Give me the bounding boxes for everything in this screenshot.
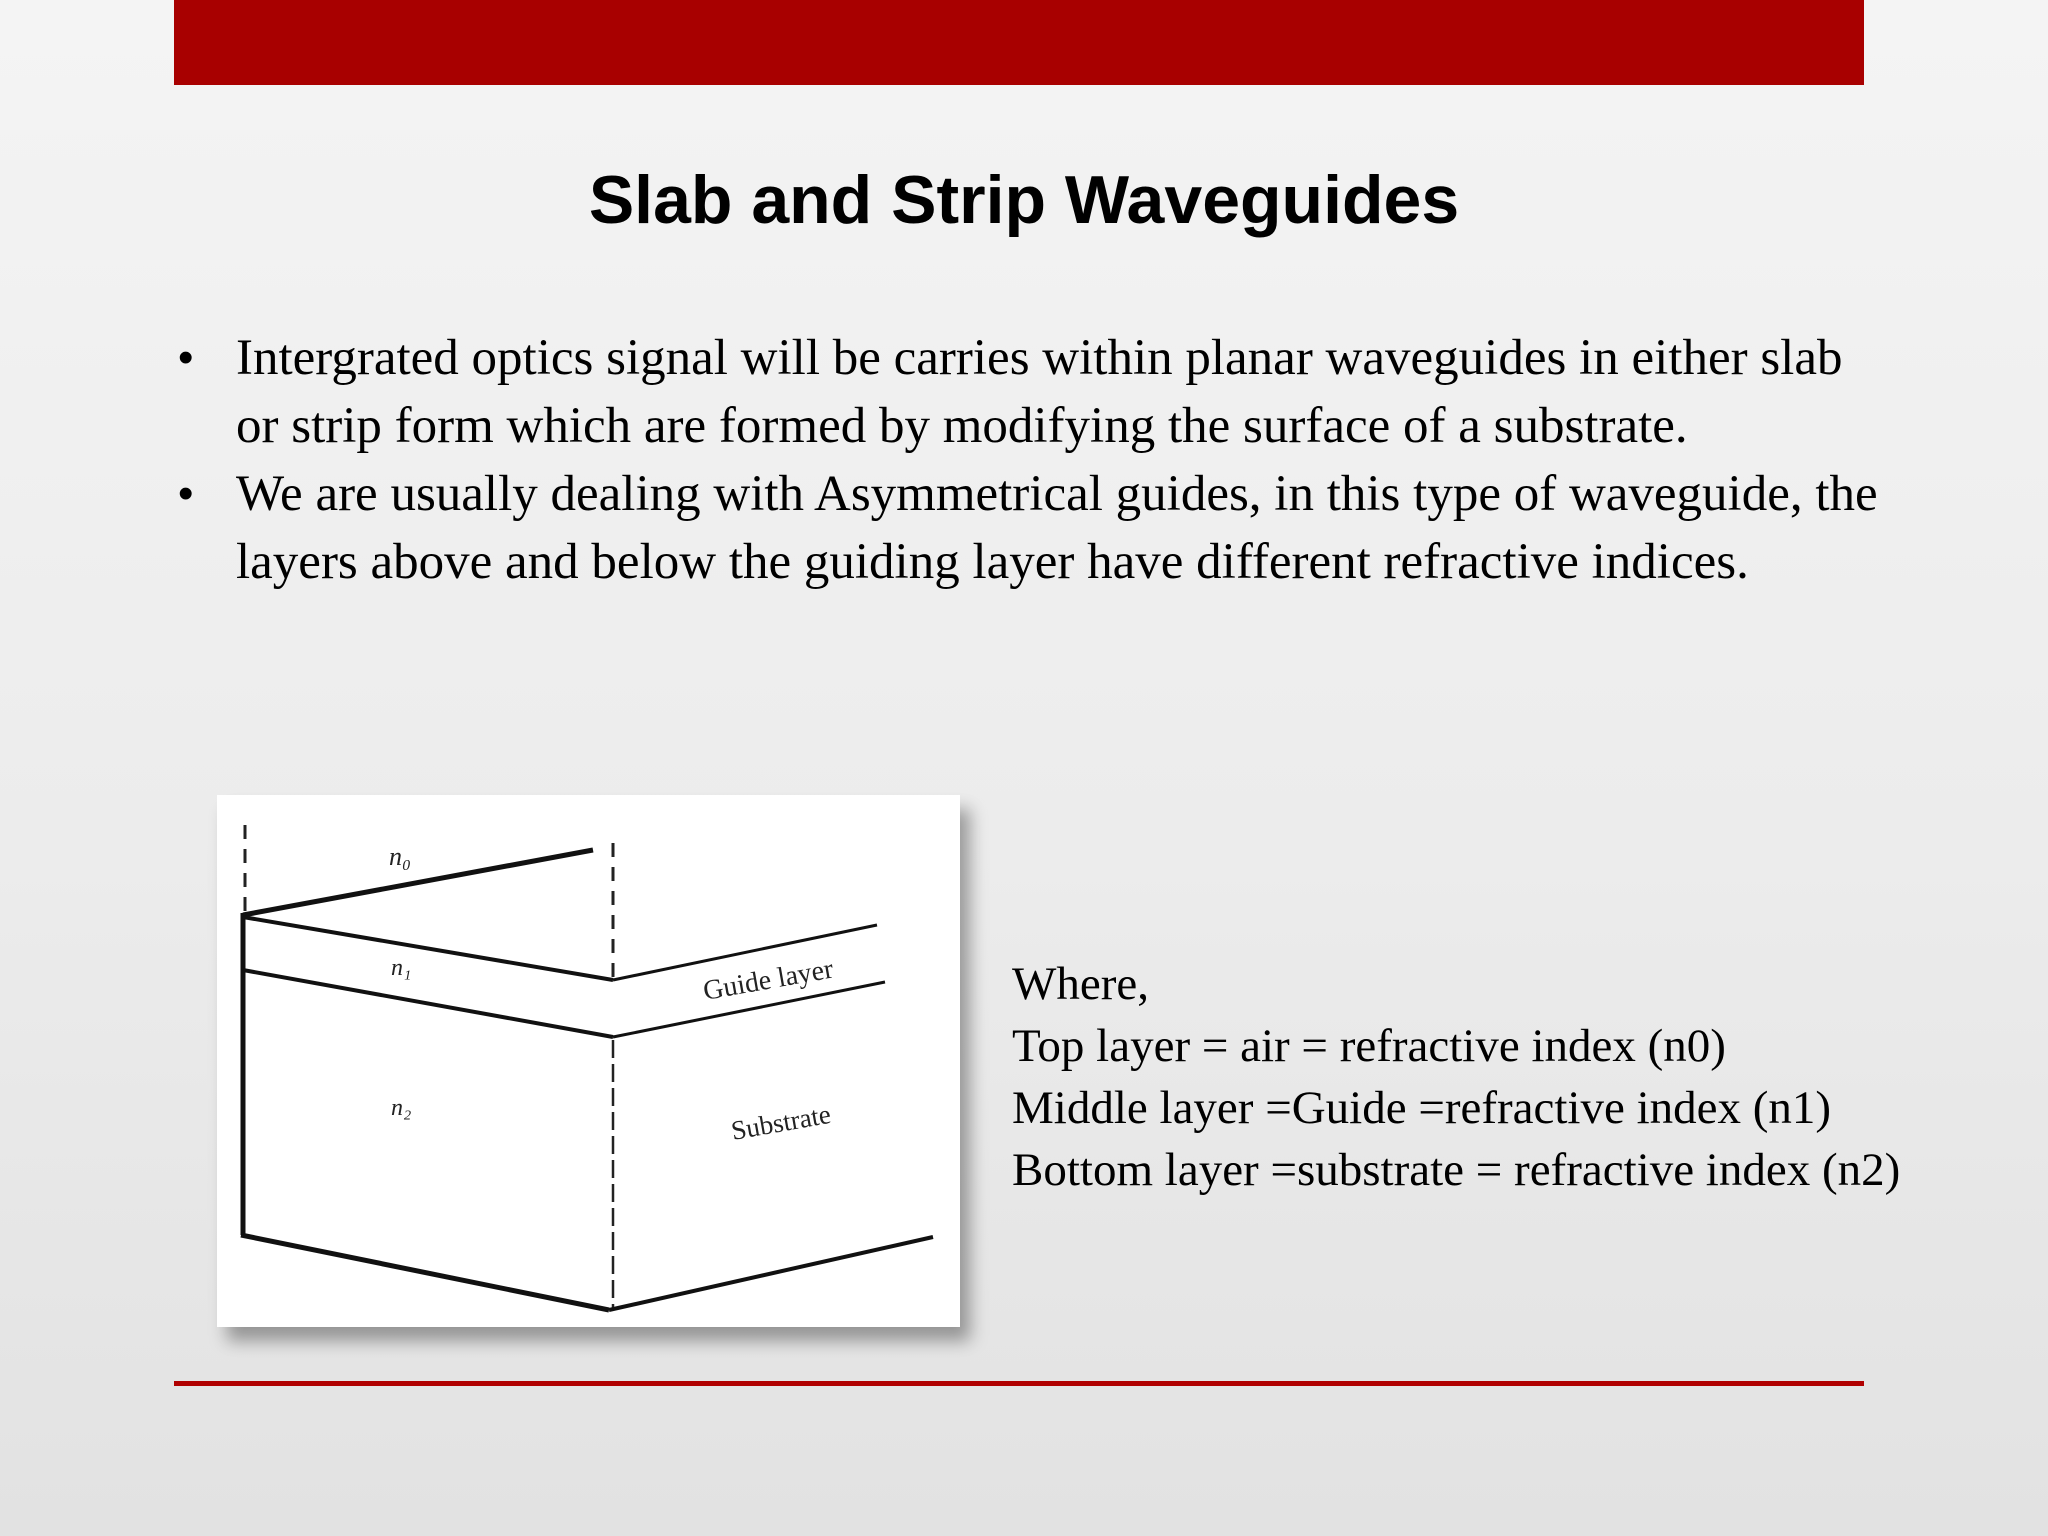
label-guide-layer: Guide layer [700,953,836,1007]
substrate-bottom-left-edge [241,1235,609,1310]
legend-line-bottom: Bottom layer =substrate = refractive index (n2) [1012,1144,1901,1196]
bullet-dot-icon: • [178,333,194,382]
bullet-item [178,324,1878,460]
bullet-text: Intergrated optics signal will be carries within planar waveguides in either slab or strip form which are formed by modifying the surface of a substrate. [236,330,1843,454]
guide-top-left-edge [243,917,613,980]
waveguide-diagram-svg [217,795,960,1327]
label-n1: n₁ [391,955,412,981]
header-accent-bar [174,0,1864,85]
slide-title: Slab and Strip Waveguides [588,162,1460,238]
bullet-list [178,324,1878,596]
bullet-text: We are usually dealing with Asymmetrical guides, in this type of waveguide, the layers above and below the guiding layer have different refractive indices. [236,466,1878,590]
label-substrate: Substrate [728,1098,834,1146]
legend-line-top: Top layer = air = refractive index (n0) [1012,1020,1726,1072]
waveguide-diagram [217,795,960,1327]
bullet-item [178,460,1878,596]
label-n2: n₂ [391,1095,412,1121]
bullet-dot-icon: • [178,469,194,518]
substrate-bottom-right-edge [609,1237,933,1310]
legend-line-middle: Middle layer =Guide =refractive index (n1) [1012,1082,1832,1134]
legend-block [1012,953,2022,1201]
air-surface-edge [243,850,593,915]
legend-heading: Where, [1012,958,1149,1010]
guide-bottom-left-edge [243,970,613,1037]
label-n0: n₀ [389,842,412,871]
footer-rule [174,1381,1864,1386]
